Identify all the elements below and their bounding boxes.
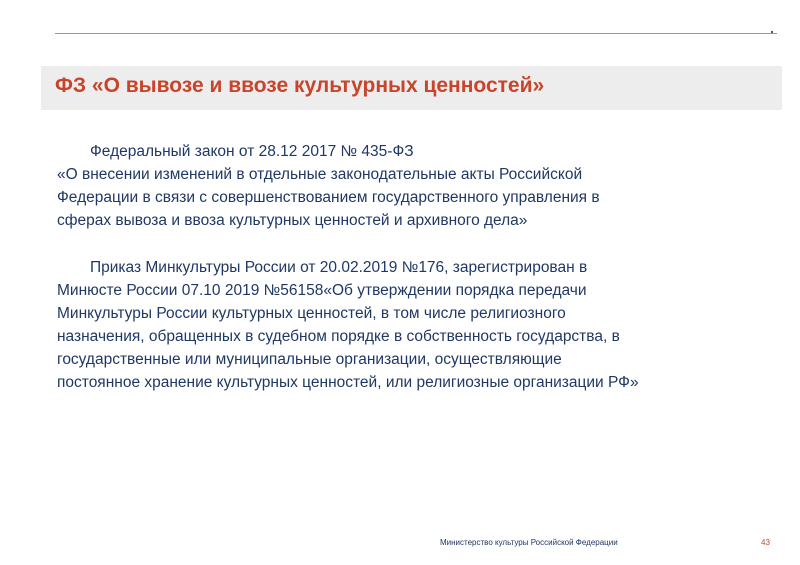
order-paragraph: [57, 256, 777, 394]
law-line-4: сферах вывоза и ввоза культурных ценностей и архивного дела»: [57, 212, 528, 229]
order-line-4: назначения, обращенных в судебном порядке в собственность государства, в: [57, 328, 620, 345]
paragraph-gap: [57, 232, 777, 256]
order-line-1: Приказ Минкультуры России от 20.02.2019 №176, зарегистрирован в: [90, 259, 588, 276]
law-line-3: Федерации в связи с совершенствованием государственного управления в: [57, 189, 600, 206]
law-paragraph: [57, 140, 777, 232]
footer-organization: Министерство культуры Российской Федерации: [440, 538, 618, 547]
order-line-5: государственные или муниципальные организации, осуществляющие: [57, 351, 562, 368]
order-line-2: Минюсте России 07.10 2019 №56158«Об утверждении порядка передачи: [57, 282, 587, 299]
slide-body: [57, 140, 777, 394]
law-line-1: Федеральный закон от 28.12 2017 № 435-ФЗ: [90, 143, 414, 160]
order-line-3: Минкультуры России культурных ценностей, в том числе религиозного: [57, 305, 566, 322]
slide-title: ФЗ «О вывозе и ввозе культурных ценностей»: [55, 74, 545, 97]
law-line-2: «О внесении изменений в отдельные законодательные акты Российской: [57, 166, 583, 183]
order-line-6: постоянное хранение культурных ценностей, или религиозные организации РФ»: [57, 374, 639, 391]
top-rule: [55, 33, 777, 34]
top-mark: [771, 31, 773, 33]
footer-page-number: 43: [761, 538, 770, 547]
